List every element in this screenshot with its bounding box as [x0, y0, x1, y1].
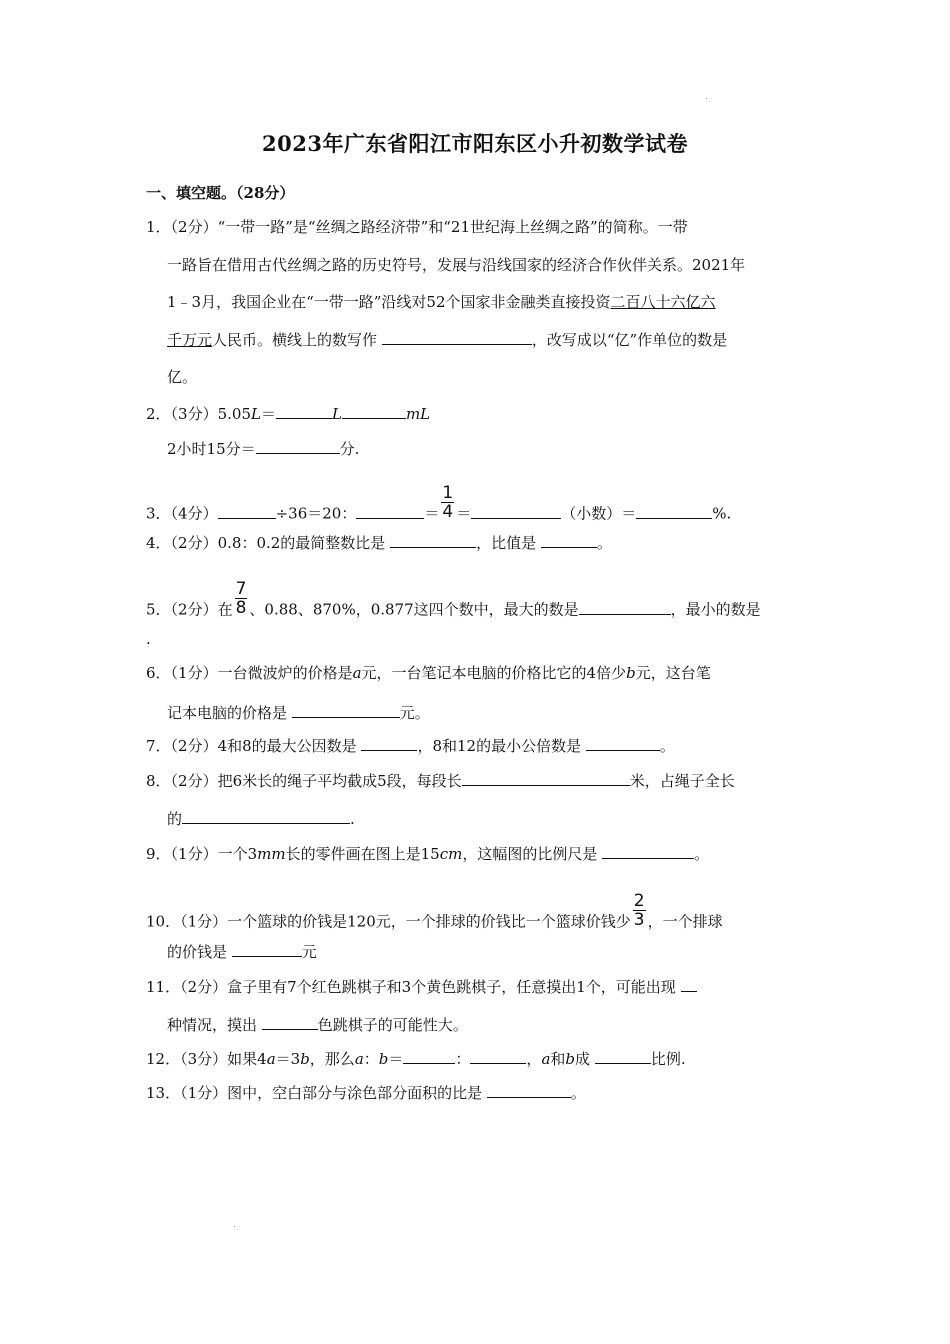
question-1-line-4: 千万元人民币。横线上的数写作 ，改写成以“亿”作单位的数是 — [167, 331, 728, 349]
fraction-seven-eighths: $\frac{7}{8}$ — [235, 579, 247, 618]
answer-blank[interactable] — [262, 1014, 318, 1030]
question-11-line-2: 种情况，摸出 色跳棋子的可能性大。 — [167, 1016, 468, 1034]
question-5-line-1: 5．（2分）在 $\frac{7}{8}$ 、0.88、870%，0.877这四个数中，最大的数是 ，最小的数是 — [146, 579, 761, 619]
answer-blank[interactable] — [471, 503, 561, 519]
answer-blank[interactable] — [541, 532, 597, 548]
underlined-number-text: 二百八十六亿六 — [610, 293, 716, 311]
scan-speck — [706, 98, 707, 99]
answer-blank[interactable] — [382, 329, 532, 345]
answer-blank[interactable] — [182, 808, 350, 824]
answer-blank[interactable] — [595, 1048, 651, 1064]
question-3: 3．（4分） ÷36＝20： ＝ $\frac{1}{4}$ ＝ （小数）＝ %. — [146, 483, 732, 523]
question-12: 12．（3分）如果4a＝3b，那么a：b＝ ： ，a和b成 比例. — [146, 1050, 686, 1068]
answer-blank[interactable] — [361, 735, 417, 751]
answer-blank[interactable] — [470, 1048, 526, 1064]
question-9: 9．（1分）一个3mm长的零件画在图上是15cm，这幅图的比例尺是 。 — [146, 845, 710, 863]
question-13: 13．（1分）图中，空白部分与涂色部分面积的比是 。 — [146, 1084, 586, 1102]
question-1-line-5: 亿。 — [167, 368, 198, 386]
question-1-line-3: 1﹣3月，我国企业在“一带一路”沿线对52个国家非金融类直接投资二百八十六亿六 — [167, 293, 716, 311]
question-10-line-2: 的价钱是 元 — [167, 943, 317, 961]
answer-blank[interactable] — [579, 599, 671, 615]
fraction-one-quarter: $\frac{1}{4}$ — [442, 483, 454, 522]
answer-blank[interactable] — [390, 532, 476, 548]
answer-blank[interactable] — [342, 403, 406, 419]
question-11-line-1: 11．（2分）盒子里有7个红色跳棋子和3个黄色跳棋子，任意摸出1个，可能出现 — [146, 976, 697, 997]
question-1-line-2: 一路旨在借用古代丝绸之路的历史符号，发展与沿线国家的经济合作伙伴关系。2021年 — [167, 256, 746, 274]
question-6-line-2: 记本电脑的价格是 元。 — [167, 704, 430, 722]
question-8-line-2: 的 . — [167, 810, 355, 828]
answer-blank[interactable] — [462, 770, 630, 786]
answer-blank[interactable] — [586, 735, 660, 751]
answer-blank[interactable] — [602, 843, 694, 859]
underlined-number-text: 千万元 — [167, 331, 213, 349]
question-1-line-1: 1．（2分）“一带一路”是“丝绸之路经济带”和“21世纪海上丝绸之路”的简称。一带 — [146, 218, 688, 236]
page-title: 2023年广东省阳江市阳东区小升初数学试卷 — [262, 131, 688, 156]
question-10-line-1: 10．（1分）一个篮球的价钱是120元，一个排球的价钱比一个篮球价钱少 $\frac{2}{3}$ ，一个排球 — [146, 891, 723, 931]
question-7: 7．（2分）4和8的最大公因数是 ，8和12的最小公倍数是 。 — [146, 737, 675, 755]
scan-speck — [234, 1226, 235, 1227]
question-4: 4．（2分）0.8：0.2的最简整数比是 ，比值是 。 — [146, 534, 612, 552]
fraction-two-thirds: $\frac{2}{3}$ — [633, 891, 645, 930]
answer-blank[interactable] — [292, 702, 400, 718]
answer-blank[interactable] — [256, 438, 340, 454]
answer-blank[interactable] — [403, 1048, 455, 1064]
question-6-line-1: 6．（1分）一台微波炉的价格是a元，一台笔记本电脑的价格比它的4倍少b元，这台笔 — [146, 664, 711, 682]
question-2-line-2: 2小时15分＝ 分. — [167, 440, 360, 458]
question-2-line-1: 2．（3分）5.05L＝ L mL — [146, 405, 431, 423]
question-8-line-1: 8．（2分）把6米长的绳子平均截成5段，每段长 米，占绳子全长 — [146, 772, 735, 790]
answer-blank[interactable] — [218, 503, 276, 519]
answer-blank[interactable] — [487, 1082, 571, 1098]
answer-blank[interactable] — [636, 503, 712, 519]
section-heading-fill-in: 一、填空题。（28分） — [146, 184, 295, 202]
answer-blank[interactable] — [681, 976, 697, 992]
answer-blank[interactable] — [356, 503, 424, 519]
question-5-line-2: . — [146, 630, 151, 648]
answer-blank[interactable] — [232, 941, 302, 957]
answer-blank[interactable] — [276, 403, 332, 419]
